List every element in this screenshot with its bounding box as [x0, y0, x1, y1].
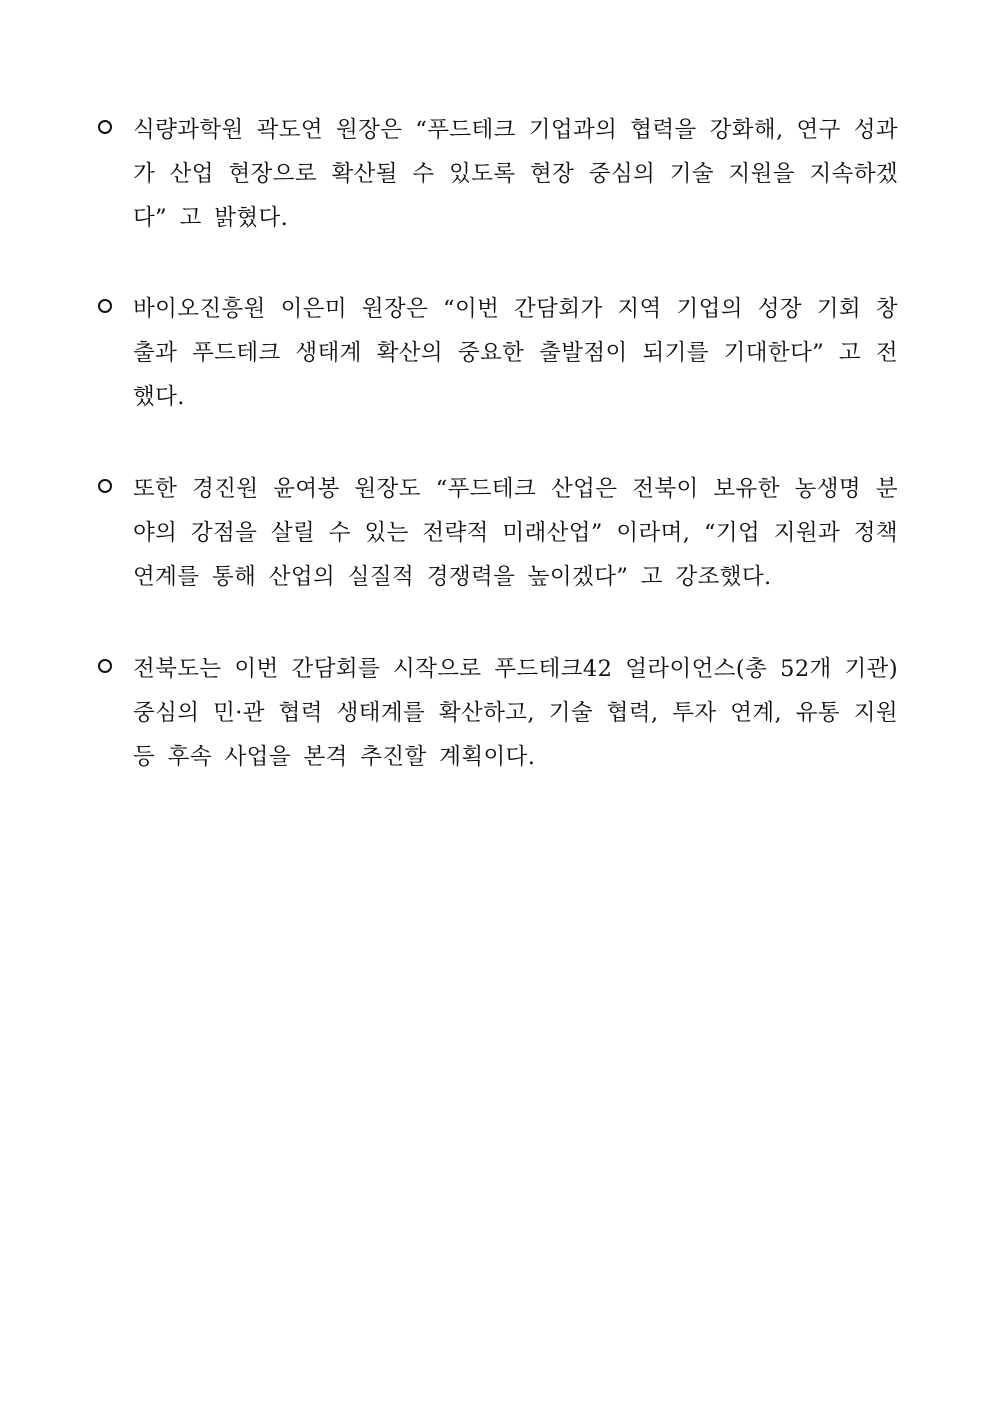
paragraph-text: 식량과학원 곽도연 원장은 “푸드테크 기업과의 협력을 강화해, 연구 성과가 산업 현장으로 확산될 수 있도록 현장 중심의 기술 지원을 지속하겠다” 고 밝혔다.	[133, 117, 898, 231]
paragraph-4	[96, 647, 898, 779]
paragraph-text: 바이오진흥원 이은미 원장은 “이번 간담회가 지역 기업의 성장 기회 창출과 푸드테크 생태계 확산의 중요한 출발점이 되기를 기대한다” 고 전했다.	[133, 296, 898, 410]
paragraph-1	[96, 108, 898, 240]
circle-bullet-icon	[96, 647, 133, 691]
paragraph-2	[96, 287, 898, 419]
paragraph-text: 또한 경진원 윤여봉 원장도 “푸드테크 산업은 전북이 보유한 농생명 분야의 강점을 살릴 수 있는 전략적 미래산업” 이라며, “기업 지원과 정책 연계를 통해 산업의 실질적 경쟁력을 높이겠다” 고 강조했다.	[133, 476, 898, 590]
paragraph-text: 전북도는 이번 간담회를 시작으로 푸드테크42 얼라이언스(총 52개 기관) 중심의 민·관 협력 생태계를 확산하고, 기술 협력, 투자 연계, 유통 지원 등 후속 사업을 본격 추진할 계획이다.	[133, 656, 898, 770]
circle-bullet-icon	[96, 287, 133, 331]
circle-bullet-icon	[96, 108, 133, 152]
paragraph-3	[96, 467, 898, 599]
circle-bullet-icon	[96, 467, 133, 511]
